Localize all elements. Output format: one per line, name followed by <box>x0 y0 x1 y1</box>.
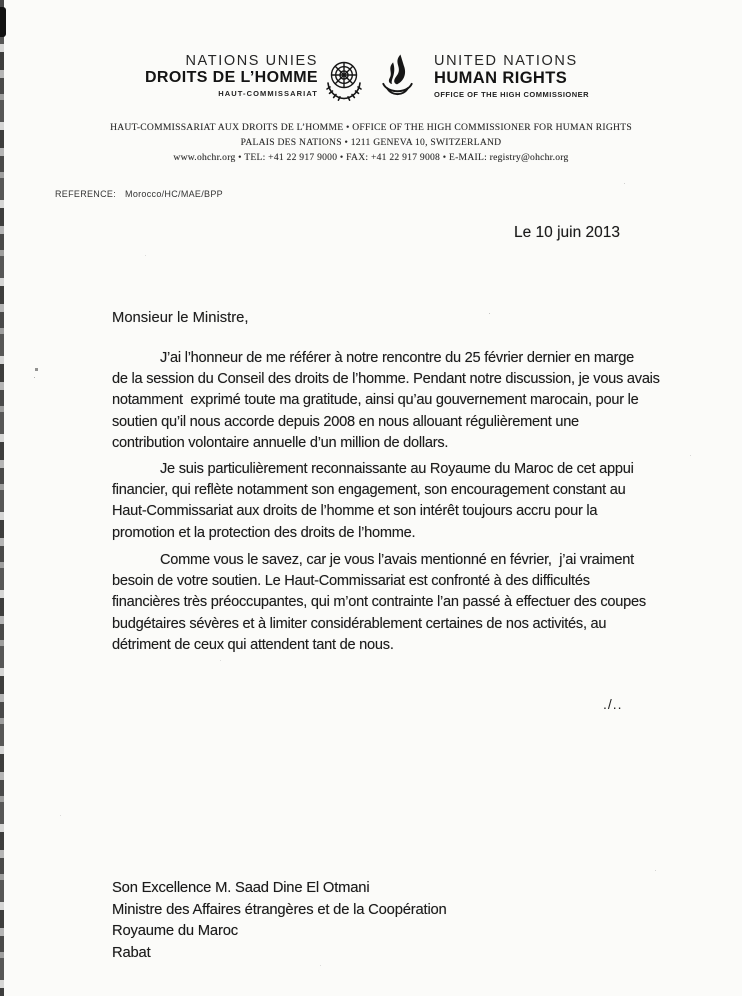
paragraph-line: Haut-Commissariat aux droits de l’homme et son intérêt toujours accru pour la <box>112 503 598 520</box>
paragraph-line: financier, qui reflète notamment son engagement, son encouragement constant au <box>112 482 626 499</box>
letterhead-en-line2: HUMAN RIGHTS <box>434 69 568 88</box>
paragraph-2 <box>112 459 672 544</box>
recipient-block <box>112 878 447 964</box>
paragraph-line: détriment de ceux qui attendent tant de nous. <box>112 636 394 653</box>
paragraph-line: Comme vous le savez, car je vous l’avais mentionné en février, j’ai vraiment <box>160 552 634 568</box>
letterhead-fr-line3: HAUT-COMMISSARIAT <box>218 89 318 99</box>
recipient-city: Rabat <box>112 944 151 961</box>
letterhead-fr-line1: NATIONS UNIES <box>185 53 318 69</box>
letterhead-french <box>145 54 318 98</box>
reference-value: Morocco/HC/MAE/BPP <box>125 189 223 199</box>
paragraph-line: notamment exprimé toute ma gratitude, ainsi qu’au gouvernement marocain, pour le <box>112 392 639 409</box>
address-block <box>0 120 742 166</box>
reference-label: REFERENCE: <box>55 189 117 199</box>
paragraph-line: contribution volontaire annuelle d’un million de dollars. <box>112 434 449 451</box>
paragraph-line: budgétaires sévères et à limiter considérablement certaines de nos activités, au <box>112 615 607 632</box>
recipient-title: Ministre des Affaires étrangères et de la Coopération <box>112 901 447 918</box>
recipient-country: Royaume du Maroc <box>112 923 238 940</box>
address-line1: HAUT-COMMISSARIAT AUX DROITS DE L’HOMME • OFFICE OF THE HIGH COMMISSIONER FOR HUMAN RIGHTS <box>110 122 632 133</box>
un-globe-emblem-icon <box>320 56 368 104</box>
scan-speckles <box>0 0 1 1</box>
address-line2: PALAIS DES NATIONS • 1211 GENEVA 10, SWITZERLAND <box>240 137 502 149</box>
address-line3: www.ohchr.org • TEL: +41 22 917 9000 • FAX: +41 22 917 9008 • E-MAIL: registry@ohchr.org <box>173 152 569 164</box>
letterhead-fr-line2: DROITS DE L’HOMME <box>144 69 318 87</box>
continuation-mark: ./.. <box>603 696 623 712</box>
paragraph-1 <box>112 348 672 454</box>
ohchr-flame-icon <box>374 53 421 103</box>
paragraph-line: soutien qu’il nous accorde depuis 2008 en nous allouant régulièrement une <box>112 413 579 430</box>
paragraph-line: besoin de votre soutien. Le Haut-Commissariat est confronté à des difficultés <box>112 573 590 590</box>
recipient-name: Son Excellence M. Saad Dine El Otmani <box>112 880 370 896</box>
reference-line <box>55 189 223 199</box>
paragraph-line: J’ai l’honneur de me référer à notre rencontre du 25 février dernier en marge <box>160 350 634 366</box>
paragraph-line: financières très préoccupantes, qui m’ont contrainte l’an passé à effectuer des coupes <box>112 594 646 611</box>
letterhead-en-line1: UNITED NATIONS <box>434 53 578 69</box>
letterhead-en-line3: OFFICE OF THE HIGH COMMISSIONER <box>434 89 590 99</box>
letterhead-english <box>434 54 589 98</box>
date-line: Le 10 juin 2013 <box>514 224 621 241</box>
paragraph-line: de la session du Conseil des droits de l’homme. Pendant notre discussion, je vous avais <box>112 371 660 388</box>
scan-corner-blob-artifact <box>0 7 6 37</box>
paragraph-3 <box>112 550 672 656</box>
paragraph-line: Je suis particulièrement reconnaissante au Royaume du Maroc de cet appui <box>160 461 634 477</box>
salutation: Monsieur le Ministre, <box>112 310 249 326</box>
paragraph-line: promotion et la protection des droits de l’homme. <box>112 524 416 541</box>
